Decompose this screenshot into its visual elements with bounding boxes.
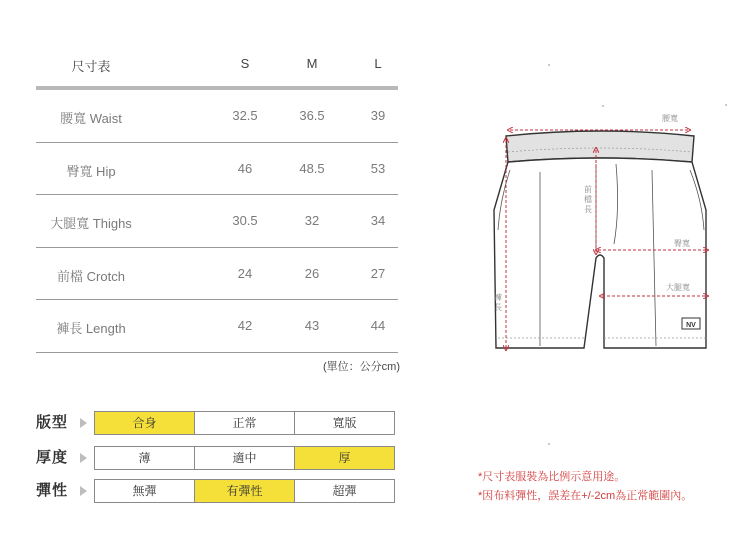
thickness-option: 厚: [294, 446, 395, 470]
fit-label: 版型: [36, 414, 69, 431]
size-m-header: M: [306, 56, 318, 71]
fit-option: 寬版: [294, 411, 395, 435]
logo-text: NV: [686, 322, 696, 329]
shorts-measurement-diagram: [470, 90, 750, 370]
size-chart-table: [36, 40, 398, 353]
size-l-value: 39: [370, 108, 386, 123]
length-label-char-1: 褲: [494, 293, 502, 302]
speck: [725, 104, 727, 106]
notes: [478, 468, 692, 506]
size-l-value: 34: [370, 213, 386, 229]
crotch-label-char-2: 檔: [584, 195, 592, 204]
note-line: *尺寸表服裝為比例示意用途。: [478, 471, 626, 483]
speck: [602, 105, 604, 107]
triangle-right-icon: [80, 486, 87, 496]
size-m-value: 36.5: [299, 108, 325, 123]
thickness-option: 適中: [194, 446, 295, 470]
size-s-value: 42: [237, 318, 253, 334]
table-row: [36, 195, 398, 248]
size-m-value: 43: [304, 318, 320, 334]
hip-diagram-label: 臀寬: [674, 239, 690, 248]
size-l-value: 44: [370, 318, 386, 334]
shorts-illustration: [470, 90, 750, 370]
elasticity-attribute-row: [36, 479, 398, 503]
measure-name: 腰寬 Waist: [60, 111, 122, 126]
size-m-value: 48.5: [299, 160, 325, 176]
crotch-label-char-3: 長: [584, 205, 592, 214]
size-s-value: 30.5: [232, 213, 258, 229]
table-row: [36, 143, 398, 196]
size-m-value: 32: [304, 213, 320, 229]
size-l-value: 27: [370, 265, 386, 281]
size-s-value: 24: [237, 265, 253, 281]
crotch-label-char-1: 前: [584, 185, 592, 194]
fit-option: 正常: [194, 411, 295, 435]
elasticity-option: 無彈: [94, 479, 195, 503]
size-l-value: 53: [370, 160, 386, 176]
speck: [548, 443, 550, 445]
size-m-value: 26: [304, 265, 320, 281]
unit-note: (單位：公分cm): [323, 361, 400, 373]
size-s-value: 46: [237, 160, 253, 176]
table-row: [36, 90, 398, 143]
size-l-header: L: [374, 56, 382, 71]
measure-name: 褲長 Length: [56, 321, 126, 337]
speck: [548, 64, 550, 66]
elasticity-option: 超彈: [294, 479, 395, 503]
thickness-label: 厚度: [36, 449, 69, 466]
table-row: [36, 248, 398, 301]
thickness-attribute-row: [36, 446, 398, 470]
thickness-option: 薄: [94, 446, 195, 470]
note-line: *因布料彈性，誤差在+/-2cm為正常範圍內。: [478, 490, 693, 502]
size-s-value: 32.5: [232, 108, 258, 123]
shorts-body: [494, 158, 706, 348]
fit-attribute-row: [36, 411, 398, 435]
elasticity-option: 有彈性: [194, 479, 295, 503]
size-s-header: S: [240, 56, 250, 71]
measure-name: 大腿寬 Thighs: [50, 216, 132, 232]
length-label-char-2: 長: [494, 303, 502, 312]
size-chart-header: [36, 40, 398, 86]
measure-name: 前檔 Crotch: [57, 268, 125, 284]
triangle-right-icon: [80, 453, 87, 463]
fit-option: 合身: [94, 411, 195, 435]
thigh-diagram-label: 大腿寬: [666, 283, 690, 292]
elasticity-label: 彈性: [36, 482, 69, 499]
triangle-right-icon: [80, 418, 87, 428]
measure-name: 臀寬 Hip: [66, 163, 116, 179]
size-chart-title: 尺寸表: [71, 59, 111, 74]
table-row: [36, 300, 398, 353]
waist-diagram-label: 腰寬: [662, 114, 678, 123]
